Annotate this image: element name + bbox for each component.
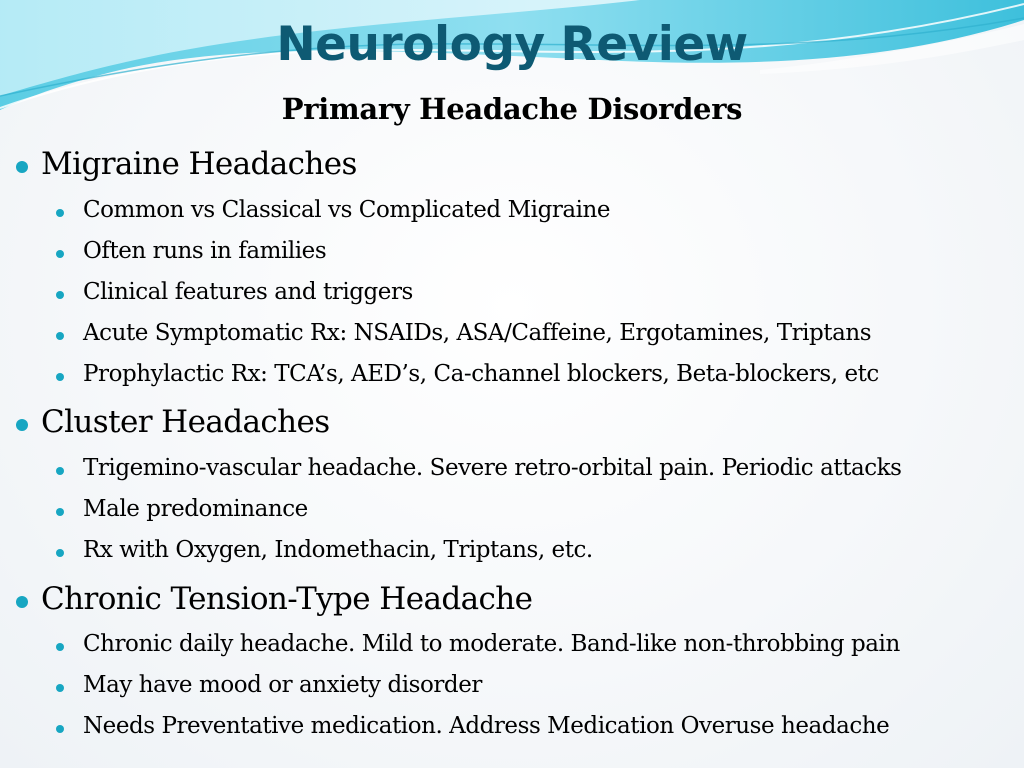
list-item: Needs Preventative medication. Address Medication Overuse headache bbox=[83, 713, 890, 739]
bullet-dot bbox=[56, 643, 64, 651]
bullet-dot bbox=[56, 291, 64, 299]
list-item: Often runs in families bbox=[83, 238, 327, 264]
list-item: Chronic daily headache. Mild to moderate. Band-like non-throbbing pain bbox=[83, 631, 900, 657]
bullet-dot bbox=[56, 332, 64, 340]
list-item: Prophylactic Rx: TCA’s, AED’s, Ca-channel blockers, Beta-blockers, etc bbox=[83, 361, 879, 387]
bullet-dot bbox=[16, 419, 28, 431]
list-item: Acute Symptomatic Rx: NSAIDs, ASA/Caffeine, Ergotamines, Triptans bbox=[83, 320, 872, 346]
bullet-dot bbox=[56, 467, 64, 475]
list-item: Trigemino-vascular headache. Severe retro-orbital pain. Periodic attacks bbox=[83, 455, 902, 481]
list-item: Rx with Oxygen, Indomethacin, Triptans, etc. bbox=[83, 537, 593, 563]
bullet-dot bbox=[16, 161, 28, 173]
section-heading-tension: Chronic Tension-Type Headache bbox=[41, 581, 533, 617]
slide-subtitle: Primary Headache Disorders bbox=[281, 92, 743, 126]
section-heading-migraine: Migraine Headaches bbox=[41, 146, 357, 182]
list-item: May have mood or anxiety disorder bbox=[83, 672, 482, 698]
bullet-dot bbox=[56, 725, 64, 733]
bullet-dot bbox=[56, 684, 64, 692]
list-item: Clinical features and triggers bbox=[83, 279, 413, 305]
bullet-dot bbox=[56, 209, 64, 217]
section-heading-cluster: Cluster Headaches bbox=[41, 404, 330, 440]
slide-title: Neurology Review bbox=[276, 17, 748, 72]
bullet-dot bbox=[16, 596, 28, 608]
bullet-dot bbox=[56, 549, 64, 557]
bullet-dot bbox=[56, 373, 64, 381]
list-item: Common vs Classical vs Complicated Migraine bbox=[83, 197, 611, 223]
list-item: Male predominance bbox=[83, 496, 308, 522]
bullet-dot bbox=[56, 508, 64, 516]
bullet-dot bbox=[56, 250, 64, 258]
